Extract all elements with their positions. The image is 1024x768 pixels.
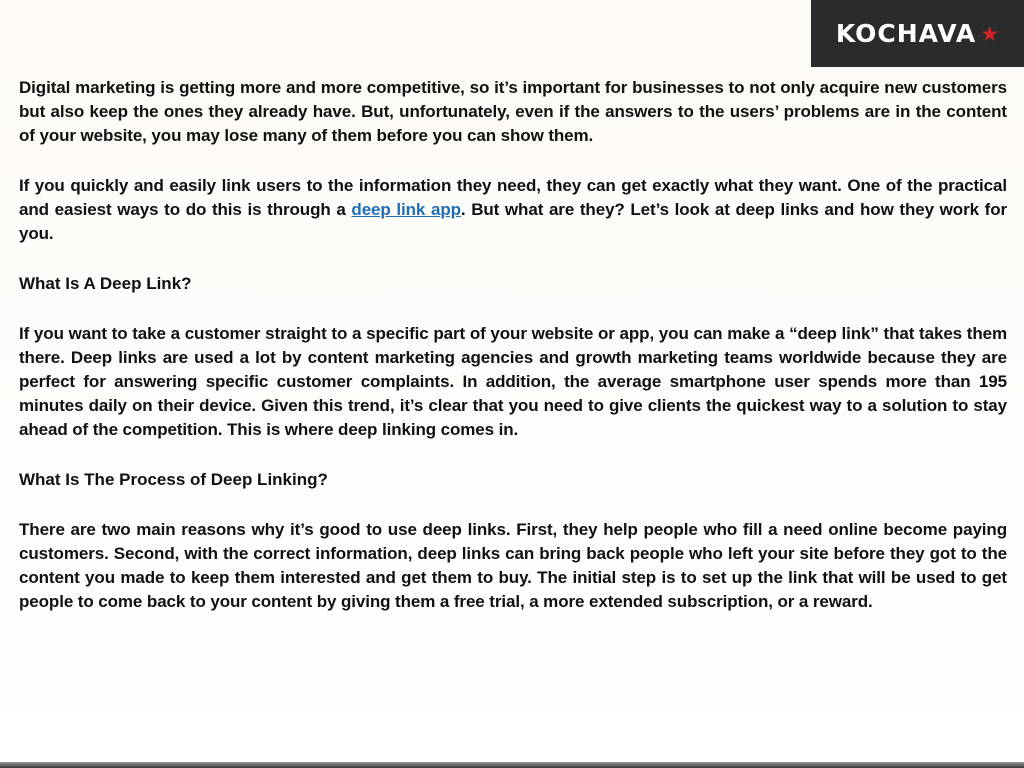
deep-link-definition-paragraph: If you want to take a customer straight to a specific part of your website or app, you can make a “deep link” that takes them there. Deep links are used a lot by content marketing agencies and growth marketing teams worldwide because they are perfect for answering specific customer complaints. In addition, the average smartphone user spends more than 195 minutes daily on their device. Given this trend, it’s clear that you need to give clients the quickest way to a solution to stay ahead of the competition. This is where deep linking comes in.	[19, 324, 1007, 439]
kochava-logo	[811, 0, 1024, 67]
bottom-divider	[0, 762, 1024, 768]
article-body	[19, 76, 1007, 640]
section-heading-process: What Is The Process of Deep Linking?	[19, 470, 328, 489]
paragraph-text-before-link: If you quickly and easily link users to the information they need, they can get exactly what they want. One of the practical and easiest ways to do this is through a	[19, 176, 1007, 219]
star-icon: ★	[980, 22, 1000, 46]
logo-wordmark: KOCHAVA	[835, 19, 977, 48]
paragraph-text-after-link: . But what are they? Let’s look at deep links and how they work for you.	[19, 200, 1007, 243]
section-heading-what-is-deep-link: What Is A Deep Link?	[19, 274, 192, 293]
intro-paragraph: Digital marketing is getting more and more competitive, so it’s important for businesses to not only acquire new customers but also keep the ones they already have. But, unfortunately, even if the answers to the users’ problems are in the content of your website, you may lose many of them before you can show them.	[19, 78, 1007, 145]
process-paragraph: There are two main reasons why it’s good to use deep links. First, they help people who fill a need online become paying customers. Second, with the correct information, deep links can bring back people who left your site before they got to the content you made to keep them interested and get them to buy. The initial step is to set up the link that will be used to get people to come back to your content by giving them a free trial, a more extended subscription, or a reward.	[19, 520, 1007, 611]
deep-link-app-link[interactable]: deep link app	[351, 200, 461, 219]
deep-link-paragraph	[19, 174, 1007, 246]
